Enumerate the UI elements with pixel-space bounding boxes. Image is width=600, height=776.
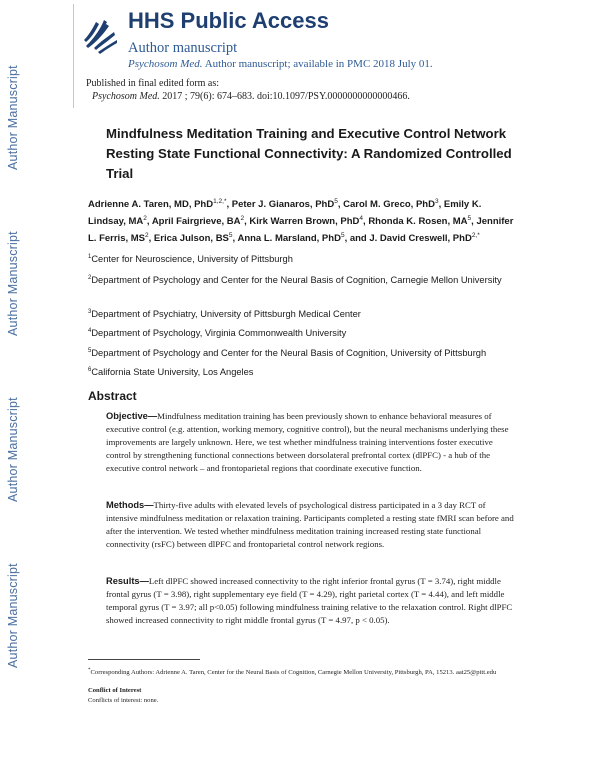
affiliation xyxy=(88,345,518,360)
author-affiliation-mark: 2,* xyxy=(471,232,480,240)
methods-text: Thirty-five adults with elevated levels of psychological distress participated in a 3 day RCT of intensive mindfulness meditation or relaxation training. Participants completed a resting state fMRI scan before and after the intervention. We tested whether mindfulness meditation training increased resting state functional connectivity (rsFC) between dlPFC and frontoparietal control network regions. xyxy=(106,500,514,549)
author-separator: , and xyxy=(344,233,370,245)
author-list xyxy=(88,195,518,246)
author-name: Jennifer L. Ferris, MS xyxy=(88,216,514,245)
coi-text: Conflicts of interest: none. xyxy=(88,697,159,704)
header-divider xyxy=(73,4,74,108)
author-affiliation-mark: 5 xyxy=(228,232,233,240)
affiliation-text: Department of Psychology, Virginia Commonwealth University xyxy=(91,328,347,339)
author-name: Peter J. Gianaros, PhD xyxy=(231,199,335,211)
author-name: Rhonda K. Rosen, MA xyxy=(368,216,468,228)
objective-text: Mindfulness meditation training has been previously shown to enhance behavioral measures of executive control (e.g. attention, working memory, cognitive control), but the neural mechanisms underlying these improvements are largely unknown. Here, we test whether mindfulness training interventions foster executive control by strengthening functional connections between dorsolateral prefrontal cortex (dlPFC) - a hub of the executive control network – and frontoparietal regions that coordinate executive function. xyxy=(106,411,509,473)
affiliation xyxy=(88,325,518,340)
citation-line xyxy=(86,90,410,103)
affiliation xyxy=(88,306,518,321)
author-separator: , xyxy=(232,233,238,245)
results-text: Left dlPFC showed increased connectivity to the right inferior frontal gyrus (T = 3.74), right middle frontal gyrus (T = 3.98), right supplementary eye field (T = 4.29), right parietal cortex (T = 4.44), and left middle temporal gyrus (T = 3.97; all p<0.05) following mindfulness training relative to the relaxation control. Right dlPFC showed increased connectivity to right middle frontal gyrus (T = 4.97, p < 0.05). xyxy=(106,576,513,625)
methods-label: Methods— xyxy=(106,500,154,510)
author-separator: , xyxy=(244,216,250,228)
affiliation-number: 3 xyxy=(88,309,92,315)
affiliation xyxy=(88,251,518,266)
author-separator: , xyxy=(226,199,232,211)
results-label: Results— xyxy=(106,576,149,586)
affiliation-number: 2 xyxy=(88,275,92,281)
author-name: Emily K. Lindsay, MA xyxy=(88,199,482,228)
corresponding-text: Corresponding Authors: Adrienne A. Taren, Center for the Neural Basis of Cognition, Carnegie Mellon University, Pittsburgh, PA, 15213. aat25@pitt.edu xyxy=(90,669,497,677)
affiliation xyxy=(88,272,518,287)
affiliation-text: Department of Psychiatry, University of Pittsburgh Medical Center xyxy=(91,309,361,320)
side-label: Author Manuscript xyxy=(6,65,20,171)
affiliation xyxy=(88,364,518,379)
hhs-eagle-logo-icon xyxy=(80,12,120,56)
footnote-mark: * xyxy=(88,668,91,673)
author-affiliation-mark: 5 xyxy=(334,198,338,205)
affiliation-number: 6 xyxy=(88,367,92,373)
footnote-rule xyxy=(88,659,200,660)
author-separator: , xyxy=(146,216,152,228)
author-affiliation-mark: 5 xyxy=(467,215,472,223)
affiliation-text: Department of Psychology and Center for the Neural Basis of Cognition, University of Pittsburgh xyxy=(91,348,487,359)
author-name: J. David Creswell, PhD xyxy=(369,233,472,245)
corresponding-author-note xyxy=(88,666,528,677)
journal-name: Psychosom Med. xyxy=(128,58,203,70)
author-separator: , xyxy=(337,199,344,211)
affiliation-number: 4 xyxy=(88,328,92,334)
citation-journal: Psychosom Med. xyxy=(92,91,160,102)
author-affiliation-mark: 2 xyxy=(145,232,149,240)
published-note xyxy=(86,77,410,103)
author-name: Adrienne A. Taren, MD, PhD xyxy=(88,199,214,211)
objective-label: Objective— xyxy=(106,411,158,421)
author-name: Carol M. Greco, PhD xyxy=(343,199,435,211)
author-affiliation-mark: 4 xyxy=(359,215,364,223)
author-name: Kirk Warren Brown, PhD xyxy=(249,216,360,228)
author-separator: , xyxy=(438,199,444,211)
coi-heading xyxy=(88,686,528,695)
abstract-heading: Abstract xyxy=(88,389,137,403)
affiliation-number: 1 xyxy=(88,254,92,260)
paper-title: Mindfulness Meditation Training and Executive Control Network Resting State Functional Connectivity: A Randomized Controlled Trial xyxy=(106,126,512,181)
author-name: April Fairgrieve, BA xyxy=(151,216,241,228)
affiliation-text: Center for Neuroscience, University of Pittsburgh xyxy=(91,254,293,265)
coi-heading-text: Conflict of Interest xyxy=(88,687,142,694)
author-affiliation-mark: 2 xyxy=(240,215,245,223)
side-label: Author Manuscript xyxy=(6,231,20,337)
author-separator: , xyxy=(471,216,477,228)
citation-text: 2017 ; 79(6): 674–683. doi:10.1097/PSY.0000000000000466. xyxy=(162,91,410,102)
author-name: Erica Julson, BS xyxy=(153,233,229,245)
hhs-public-access-title: HHS Public Access xyxy=(128,8,329,33)
abstract-methods xyxy=(106,499,516,551)
author-separator: , xyxy=(148,233,154,245)
side-label: Author Manuscript xyxy=(6,397,20,503)
author-separator: , xyxy=(363,216,369,228)
author-affiliation-mark: 3 xyxy=(434,198,439,205)
abstract-objective xyxy=(106,410,516,475)
author-manuscript-label: Author manuscript xyxy=(128,40,238,56)
author-affiliation-mark: 2 xyxy=(143,215,147,223)
author-affiliation-mark: 1,2,* xyxy=(213,198,227,205)
side-label: Author Manuscript xyxy=(6,563,20,669)
availability-note xyxy=(128,58,433,70)
affiliation-number: 5 xyxy=(88,348,92,354)
abstract-results xyxy=(106,575,516,627)
availability-text: Author manuscript; available in PMC 2018 July 01. xyxy=(204,58,433,70)
affiliation-text: Department of Psychology and Center for the Neural Basis of Cognition, Carnegie Mellon University xyxy=(91,275,502,286)
affiliation-text: California State University, Los Angeles xyxy=(91,367,254,378)
author-affiliation-mark: 5 xyxy=(340,232,345,240)
published-line: Published in final edited form as: xyxy=(86,78,220,89)
author-name: Anna L. Marsland, PhD xyxy=(237,233,341,245)
